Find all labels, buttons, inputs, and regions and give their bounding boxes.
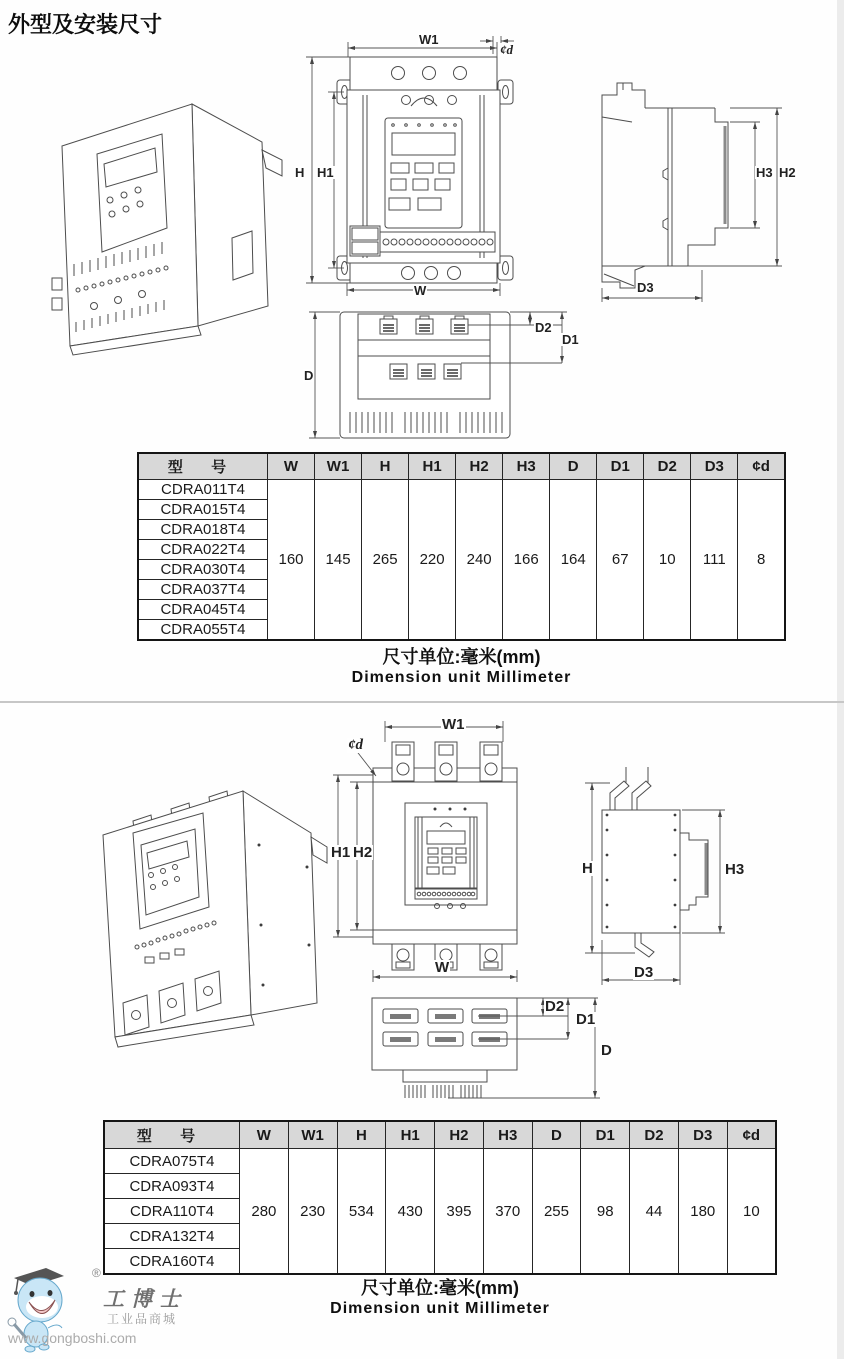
dim-column-header: W1 <box>288 1121 337 1149</box>
caption-1 <box>137 643 786 687</box>
caption-cn: 尺寸单位:毫米(mm) <box>361 1278 519 1298</box>
dimension-value-cell: 67 <box>597 480 644 641</box>
dim-label-w: W <box>414 283 427 298</box>
side-view-small <box>590 70 840 305</box>
model-cell: CDRA045T4 <box>138 600 268 620</box>
dimension-value-cell: 44 <box>630 1149 679 1275</box>
dim-column-header: D3 <box>691 453 738 480</box>
dim-column-header: H <box>362 453 409 480</box>
dim-column-header: ¢d <box>738 453 785 480</box>
dim-column-header: ¢d <box>727 1121 776 1149</box>
dim-label-h: H <box>295 165 305 180</box>
dimension-value-cell: 240 <box>456 480 503 641</box>
side-view-large <box>580 755 840 1010</box>
dim-column-header: D <box>550 453 597 480</box>
dimension-table-large <box>103 1120 777 1275</box>
model-column-header: 型 号 <box>104 1121 240 1149</box>
isometric-view-large <box>75 775 340 1065</box>
dim-label-h: H <box>582 860 593 877</box>
dim-column-header: H <box>337 1121 386 1149</box>
dim-label-h2: H2 <box>779 165 796 180</box>
dimension-value-cell: 98 <box>581 1149 630 1275</box>
dim-label-h3: H3 <box>756 165 773 180</box>
dimension-value-cell: 395 <box>435 1149 484 1275</box>
dimension-value-cell: 145 <box>315 480 362 641</box>
dimension-value-cell: 230 <box>288 1149 337 1275</box>
dimension-value-cell: 180 <box>678 1149 727 1275</box>
dim-label-h1: H1 <box>331 844 351 861</box>
caption-2 <box>103 1274 777 1318</box>
caption-en: Dimension unit Millimeter <box>351 669 572 686</box>
model-cell: CDRA160T4 <box>104 1249 240 1275</box>
watermark-url: www.gongboshi.com <box>8 1330 137 1346</box>
dim-column-header: W1 <box>315 453 362 480</box>
dimension-value-cell: 166 <box>503 480 550 641</box>
dimension-value-cell: 430 <box>386 1149 435 1275</box>
dim-label-w: W <box>435 959 450 976</box>
dim-column-header: H1 <box>409 453 456 480</box>
model-cell: CDRA093T4 <box>104 1174 240 1199</box>
dim-column-header: H3 <box>503 453 550 480</box>
dimension-value-cell: 10 <box>727 1149 776 1275</box>
dim-label-d2: D2 <box>535 320 552 335</box>
dim-label-d2: D2 <box>545 998 565 1015</box>
dimension-value-cell: 265 <box>362 480 409 641</box>
dimension-value-cell: 164 <box>550 480 597 641</box>
model-cell: CDRA018T4 <box>138 520 268 540</box>
dim-column-header: W <box>240 1121 289 1149</box>
model-cell: CDRA022T4 <box>138 540 268 560</box>
model-cell: CDRA110T4 <box>104 1199 240 1224</box>
dim-label-d1: D1 <box>562 332 579 347</box>
page-title: 外型及安装尺寸 <box>8 12 163 37</box>
watermark-tagline: 工业品商城 <box>107 1312 178 1326</box>
dim-column-header: H1 <box>386 1121 435 1149</box>
model-column-header: 型 号 <box>138 453 268 480</box>
dim-label-d1: D1 <box>576 1011 596 1028</box>
dim-column-header: H3 <box>483 1121 532 1149</box>
dimension-value-cell: 10 <box>644 480 691 641</box>
dimension-table <box>137 452 786 641</box>
model-cell: CDRA075T4 <box>104 1149 240 1174</box>
dim-label-w1: W1 <box>442 716 465 733</box>
dimension-value-cell: 370 <box>483 1149 532 1275</box>
dim-column-header: H2 <box>456 453 503 480</box>
dim-label-d: D <box>601 1042 612 1059</box>
dimension-value-cell: 111 <box>691 480 738 641</box>
dim-column-header: D1 <box>581 1121 630 1149</box>
caption-cn: 尺寸单位:毫米(mm) <box>382 647 541 667</box>
dim-label-h3: H3 <box>725 861 745 878</box>
dim-column-header: W <box>268 453 315 480</box>
dimension-value-cell: 160 <box>268 480 315 641</box>
dim-column-header: D2 <box>644 453 691 480</box>
front-view-large <box>330 705 620 995</box>
caption-en: Dimension unit Millimeter <box>330 1300 550 1317</box>
dimension-value-cell: 8 <box>738 480 785 641</box>
dim-column-header: D3 <box>678 1121 727 1149</box>
table-row <box>104 1149 776 1174</box>
dim-label-phi-d: ¢d <box>500 42 513 57</box>
table-row <box>138 480 785 500</box>
dim-label-d3: D3 <box>634 964 654 981</box>
model-cell: CDRA011T4 <box>138 480 268 500</box>
model-cell: CDRA055T4 <box>138 620 268 641</box>
dim-label-h2: H2 <box>353 844 373 861</box>
model-cell: CDRA037T4 <box>138 580 268 600</box>
dim-column-header: D1 <box>597 453 644 480</box>
dim-column-header: D2 <box>630 1121 679 1149</box>
registered-mark: ® <box>92 1266 101 1280</box>
dim-column-header: H2 <box>435 1121 484 1149</box>
dimension-value-cell: 534 <box>337 1149 386 1275</box>
model-cell: CDRA132T4 <box>104 1224 240 1249</box>
model-cell: CDRA030T4 <box>138 560 268 580</box>
dimension-table-small <box>137 452 786 641</box>
dim-label-w1: W1 <box>419 32 439 47</box>
dim-label-d3: D3 <box>637 280 654 295</box>
watermark-brand: 工博士 <box>103 1287 187 1311</box>
dimension-table <box>103 1120 777 1275</box>
dimension-value-cell: 220 <box>409 480 456 641</box>
dim-label-d: D <box>304 368 314 383</box>
dim-label-phi-d: ¢d <box>348 737 363 753</box>
dim-column-header: D <box>532 1121 581 1149</box>
dimension-value-cell: 255 <box>532 1149 581 1275</box>
bottom-view-large <box>348 990 623 1110</box>
dimension-value-cell: 280 <box>240 1149 289 1275</box>
dim-label-h1: H1 <box>317 165 334 180</box>
section-divider <box>0 701 844 703</box>
isometric-view-small <box>42 88 292 358</box>
model-cell: CDRA015T4 <box>138 500 268 520</box>
